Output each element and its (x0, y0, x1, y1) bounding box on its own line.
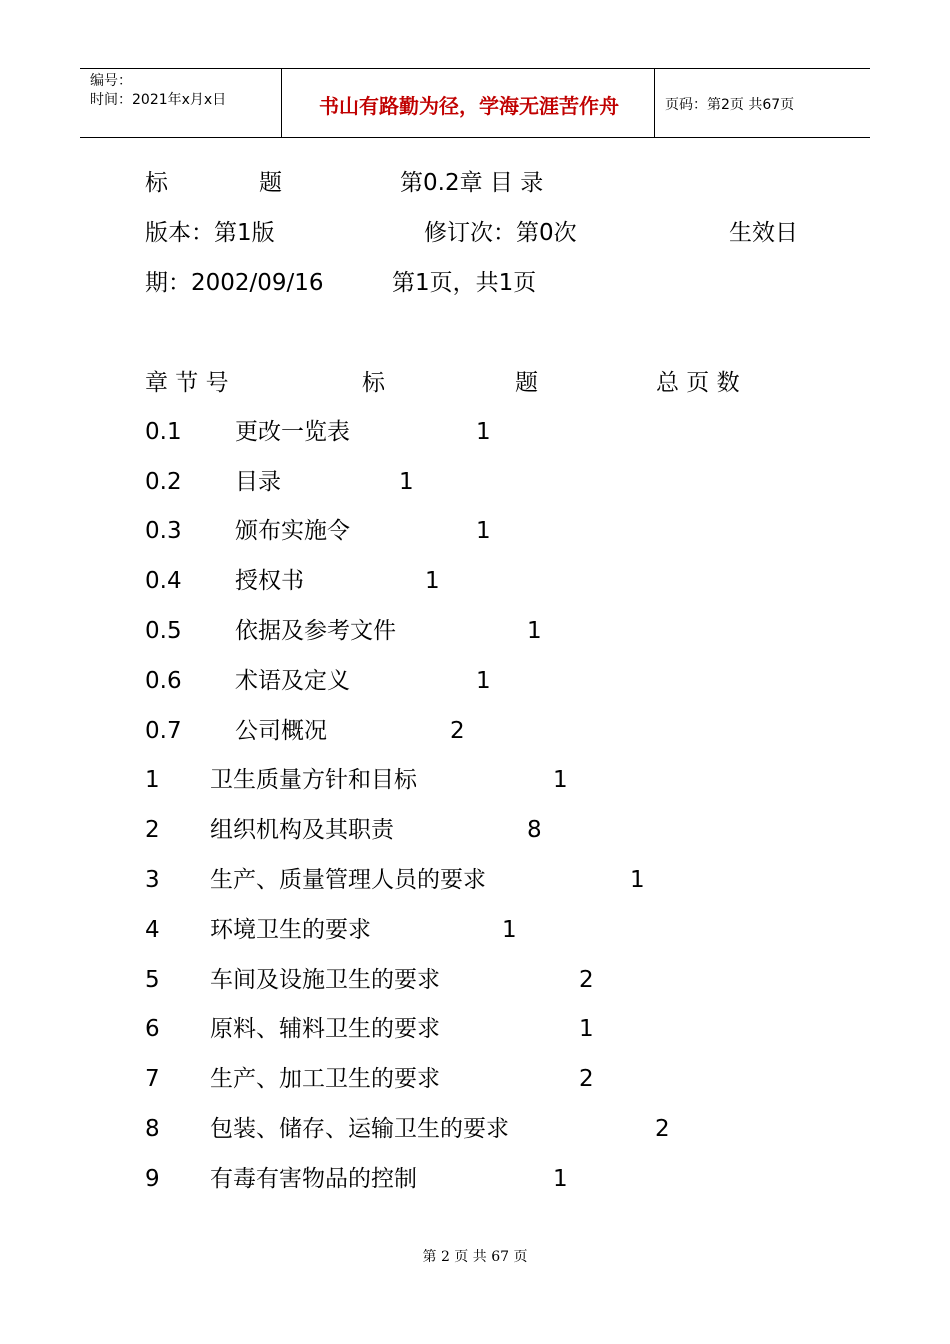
header-left-cell (90, 72, 226, 110)
effective-date-label: 生效日 (729, 220, 798, 246)
toc-entry-number: 0.2 (145, 469, 182, 495)
toc-entry-pages: 1 (502, 917, 517, 943)
toc-entry-title: 授权书 (235, 568, 304, 594)
toc-entry-title: 生产、加工卫生的要求 (210, 1066, 440, 1092)
toc-entry-number: 2 (145, 817, 160, 843)
toc-entry-title: 颁布实施令 (235, 518, 350, 544)
toc-header-title-a: 标 (362, 370, 385, 396)
toc-entry-title: 卫生质量方针和目标 (210, 767, 417, 793)
toc-entry-pages: 1 (425, 568, 440, 594)
toc-entry-number: 0.1 (145, 419, 182, 445)
toc-entry-pages: 2 (579, 1066, 594, 1092)
chapter-title: 第0.2章 目 录 (400, 170, 544, 196)
time-label: 时间：2021年x月x日 (90, 92, 227, 108)
toc-entry-pages: 2 (655, 1116, 670, 1142)
toc-entry-pages: 1 (553, 1166, 568, 1192)
toc-entry-title: 组织机构及其职责 (210, 817, 394, 843)
toc-entry-title: 包装、储存、运输卫生的要求 (210, 1116, 509, 1142)
document-header (80, 68, 870, 138)
toc-entry-title: 生产、质量管理人员的要求 (210, 867, 486, 893)
toc-entry-number: 4 (145, 917, 160, 943)
title-label-b: 题 (259, 170, 282, 196)
toc-entry-number: 1 (145, 767, 160, 793)
toc-header-section: 章 节 号 (145, 370, 229, 396)
toc-header-title-b: 题 (515, 370, 538, 396)
toc-entry-number: 8 (145, 1116, 160, 1142)
toc-entry-number: 9 (145, 1166, 160, 1192)
toc-header-pages: 总 页 数 (656, 370, 740, 396)
toc-entry-pages: 2 (450, 718, 465, 744)
toc-entry-pages: 1 (476, 668, 491, 694)
toc-entry-pages: 8 (527, 817, 542, 843)
toc-entry-number: 0.7 (145, 718, 182, 744)
number-label: 编号： (90, 73, 132, 89)
toc-entry-title: 术语及定义 (235, 668, 350, 694)
toc-entry-title: 依据及参考文件 (235, 618, 396, 644)
toc-entry-title: 车间及设施卫生的要求 (210, 967, 440, 993)
toc-entry-pages: 1 (630, 867, 645, 893)
toc-entry-number: 0.3 (145, 518, 182, 544)
title-label-a: 标 (145, 170, 168, 196)
toc-entry-pages: 1 (399, 469, 414, 495)
toc-entry-title: 公司概况 (235, 718, 327, 744)
toc-entry-title: 有毒有害物品的控制 (210, 1166, 417, 1192)
toc-entry-title: 环境卫生的要求 (210, 917, 371, 943)
toc-entry-number: 0.4 (145, 568, 182, 594)
toc-entry-pages: 1 (553, 767, 568, 793)
toc-entry-number: 5 (145, 967, 160, 993)
toc-entry-number: 0.6 (145, 668, 182, 694)
toc-entry-pages: 1 (527, 618, 542, 644)
version-info: 版本：第1版 (145, 220, 275, 246)
toc-entry-number: 6 (145, 1016, 160, 1042)
revision-info: 修订次：第0次 (424, 220, 577, 246)
toc-entry-title: 原料、辅料卫生的要求 (210, 1016, 440, 1042)
page-footer: 第 2 页 共 67 页 (422, 1249, 528, 1265)
toc-entry-number: 0.5 (145, 618, 182, 644)
toc-entry-pages: 2 (579, 967, 594, 993)
toc-entry-number: 3 (145, 867, 160, 893)
toc-entry-pages: 1 (579, 1016, 594, 1042)
toc-entry-title: 更改一览表 (235, 419, 350, 445)
effective-date: 期：2002/09/16 (145, 270, 324, 296)
header-page-info: 页码：第2页 共67页 (665, 97, 795, 113)
page-count-info: 第1页，共1页 (392, 270, 537, 296)
toc-entry-pages: 1 (476, 419, 491, 445)
toc-entry-number: 7 (145, 1066, 160, 1092)
header-motto: 书山有路勤为径，学海无涯苦作舟 (319, 94, 619, 118)
toc-entry-title: 目录 (235, 469, 281, 495)
toc-entry-pages: 1 (476, 518, 491, 544)
